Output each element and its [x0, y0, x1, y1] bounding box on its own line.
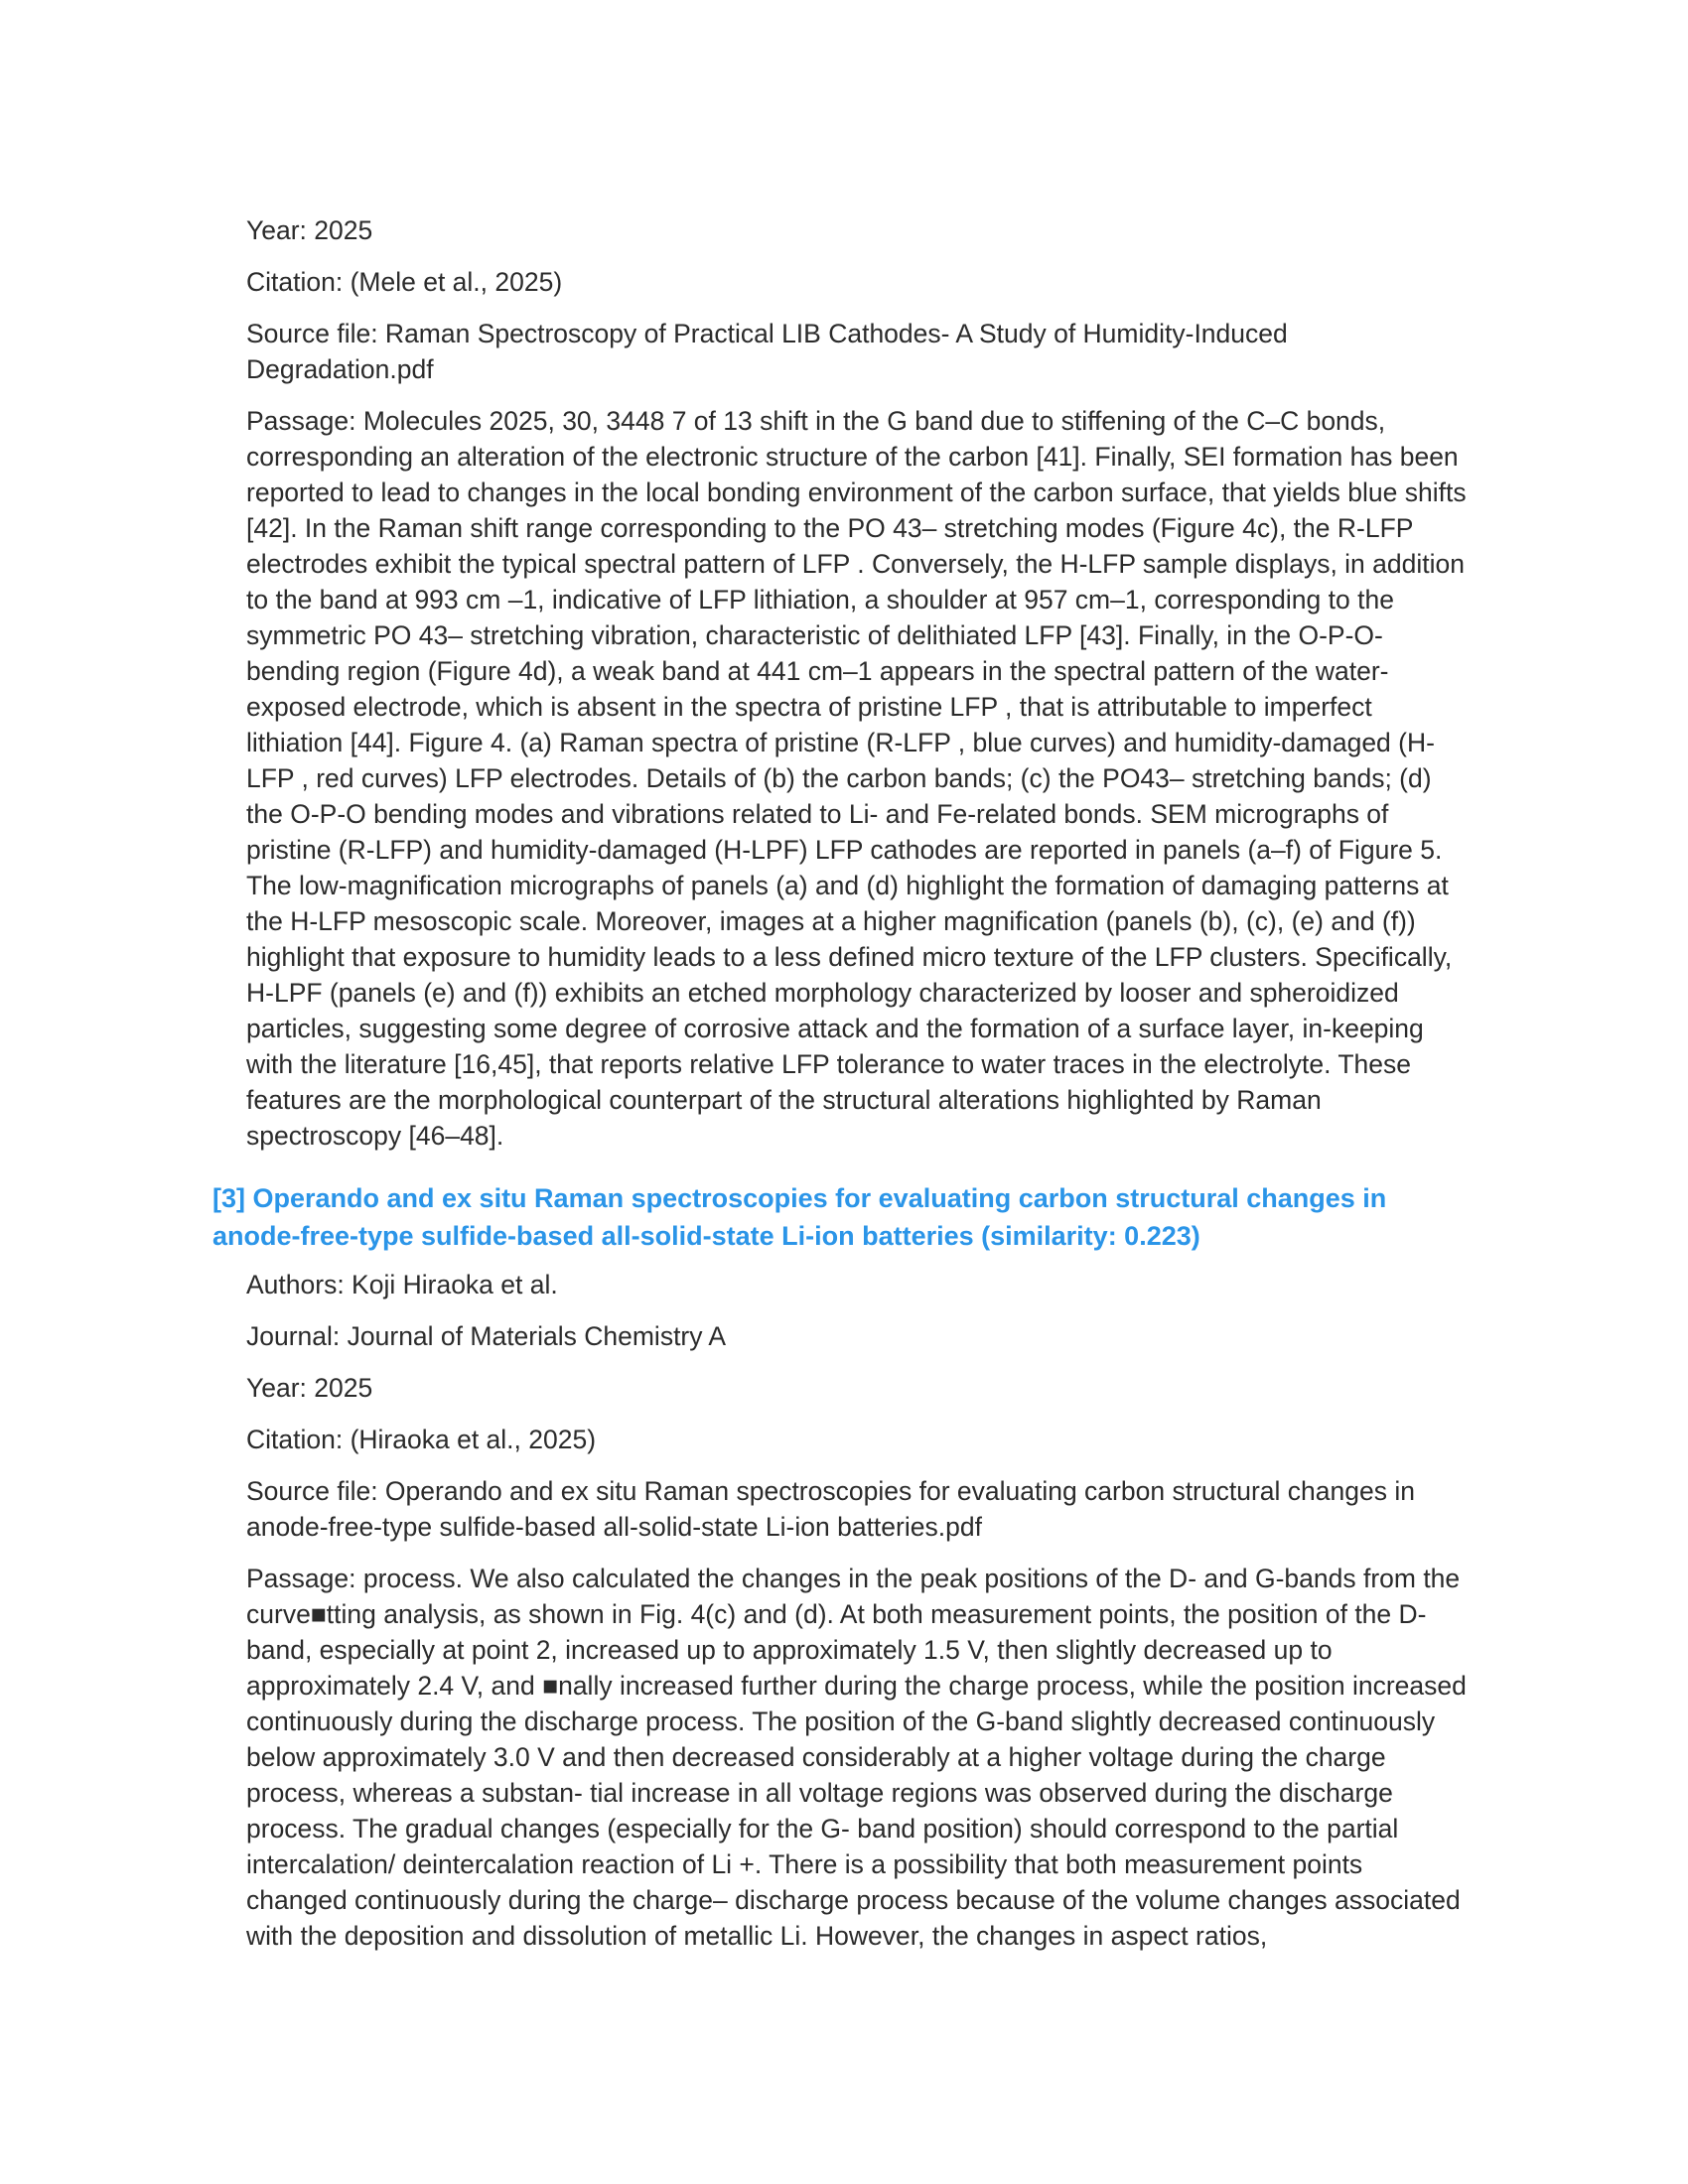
- entry-2-year: Year: 2025: [246, 215, 373, 245]
- entry-3-citation: Citation: (Hiraoka et al., 2025): [246, 1425, 597, 1454]
- entry-2-citation: Citation: (Mele et al., 2025): [246, 267, 563, 297]
- entry-2-source-file: Source file: Raman Spectroscopy of Practical LIB Cathodes- A Study of Humidity-Induced Degradation.pdf: [246, 319, 1288, 384]
- entry-3-year: Year: 2025: [246, 1373, 373, 1403]
- entry-3-heading: [3] Operando and ex situ Raman spectroscopies for evaluating carbon structural changes in anode-free-type sulfide-based all-solid-state Li-ion batteries (similarity: 0.223): [212, 1183, 1387, 1251]
- entry-3-passage: Passage: process. We also calculated the changes in the peak positions of the D- and G-bands from the curve■tting analysis, as shown in Fig. 4(c) and (d). At both measurement points, the position of the D-band, especially at point 2, increased up to approximately 1.5 V, then slightly decreased up to approximately 2.4 V, and ■nally increased further during the charge process, while the position increased continuously during the discharge process. The position of the G-band slightly decreased continuously below approximately 3.0 V and then decreased considerably at a higher voltage during the charge process, whereas a substan- tial increase in all voltage regions was observed during the discharge process. The gradual changes (especially for the G- band position) should correspond to the partial intercalation/ deintercalation reaction of Li +. There is a possibility that both measurement points changed continuously during the charge– discharge process because of the volume changes associated with the deposition and dissolution of metallic Li. However, the changes in aspect ratios,: [246, 1564, 1467, 1951]
- entry-3-authors: Authors: Koji Hiraoka et al.: [246, 1270, 558, 1299]
- entry-2-passage: Passage: Molecules 2025, 30, 3448 7 of 13 shift in the G band due to stiffening of the C–C bonds, corresponding an alteration of the electronic structure of the carbon [41]. Finally, SEI formation has been reported to lead to changes in the local bonding environment of the carbon surface, that yields blue shifts [42]. In the Raman shift range corresponding to the PO 43– stretching modes (Figure 4c), the R-LFP electrodes exhibit the typical spectral pattern of LFP . Conversely, the H-LFP sample displays, in addition to the band at 993 cm –1, indicative of LFP lithiation, a shoulder at 957 cm–1, corresponding to the symmetric PO 43– stretching vibration, characteristic of delithiated LFP [43]. Finally, in the O-P-O- bending region (Figure 4d), a weak band at 441 cm–1 appears in the spectral pattern of the water-exposed electrode, which is absent in the spectra of pristine LFP , that is attributable to imperfect lithiation [44]. Figure 4. (a) Raman spectra of pristine (R-LFP , blue curves) and humidity-damaged (H-LFP , red curves) LFP electrodes. Details of (b) the carbon bands; (c) the PO43– stretching bands; (d) the O-P-O bending modes and vibrations related to Li- and Fe-related bonds. SEM micrographs of pristine (R-LFP) and humidity-damaged (H-LPF) LFP cathodes are reported in panels (a–f) of Figure 5. The low-magnification micrographs of panels (a) and (d) highlight the formation of damaging patterns at the H-LFP mesoscopic scale. Moreover, images at a higher magnification (panels (b), (c), (e) and (f)) highlight that exposure to humidity leads to a less defined micro texture of the LFP clusters. Specifically, H-LPF (panels (e) and (f)) exhibits an etched morphology characterized by looser and spheroidized particles, suggesting some degree of corrosive attack and the formation of a surface layer, in-keeping with the literature [16,45], that reports relative LFP tolerance to water traces in the electrolyte. These features are the morphological counterpart of the structural alterations highlighted by Raman spectroscopy [46–48].: [246, 406, 1467, 1151]
- entry-3-details: [0, 1267, 1468, 1970]
- entry-3-journal: Journal: Journal of Materials Chemistry A: [246, 1321, 727, 1351]
- entry-3-source-file: Source file: Operando and ex situ Raman spectroscopies for evaluating carbon structural changes in anode-free-type sulfide-based all-solid-state Li-ion batteries.pdf: [246, 1476, 1415, 1542]
- entry-2-details: [0, 212, 1468, 1169]
